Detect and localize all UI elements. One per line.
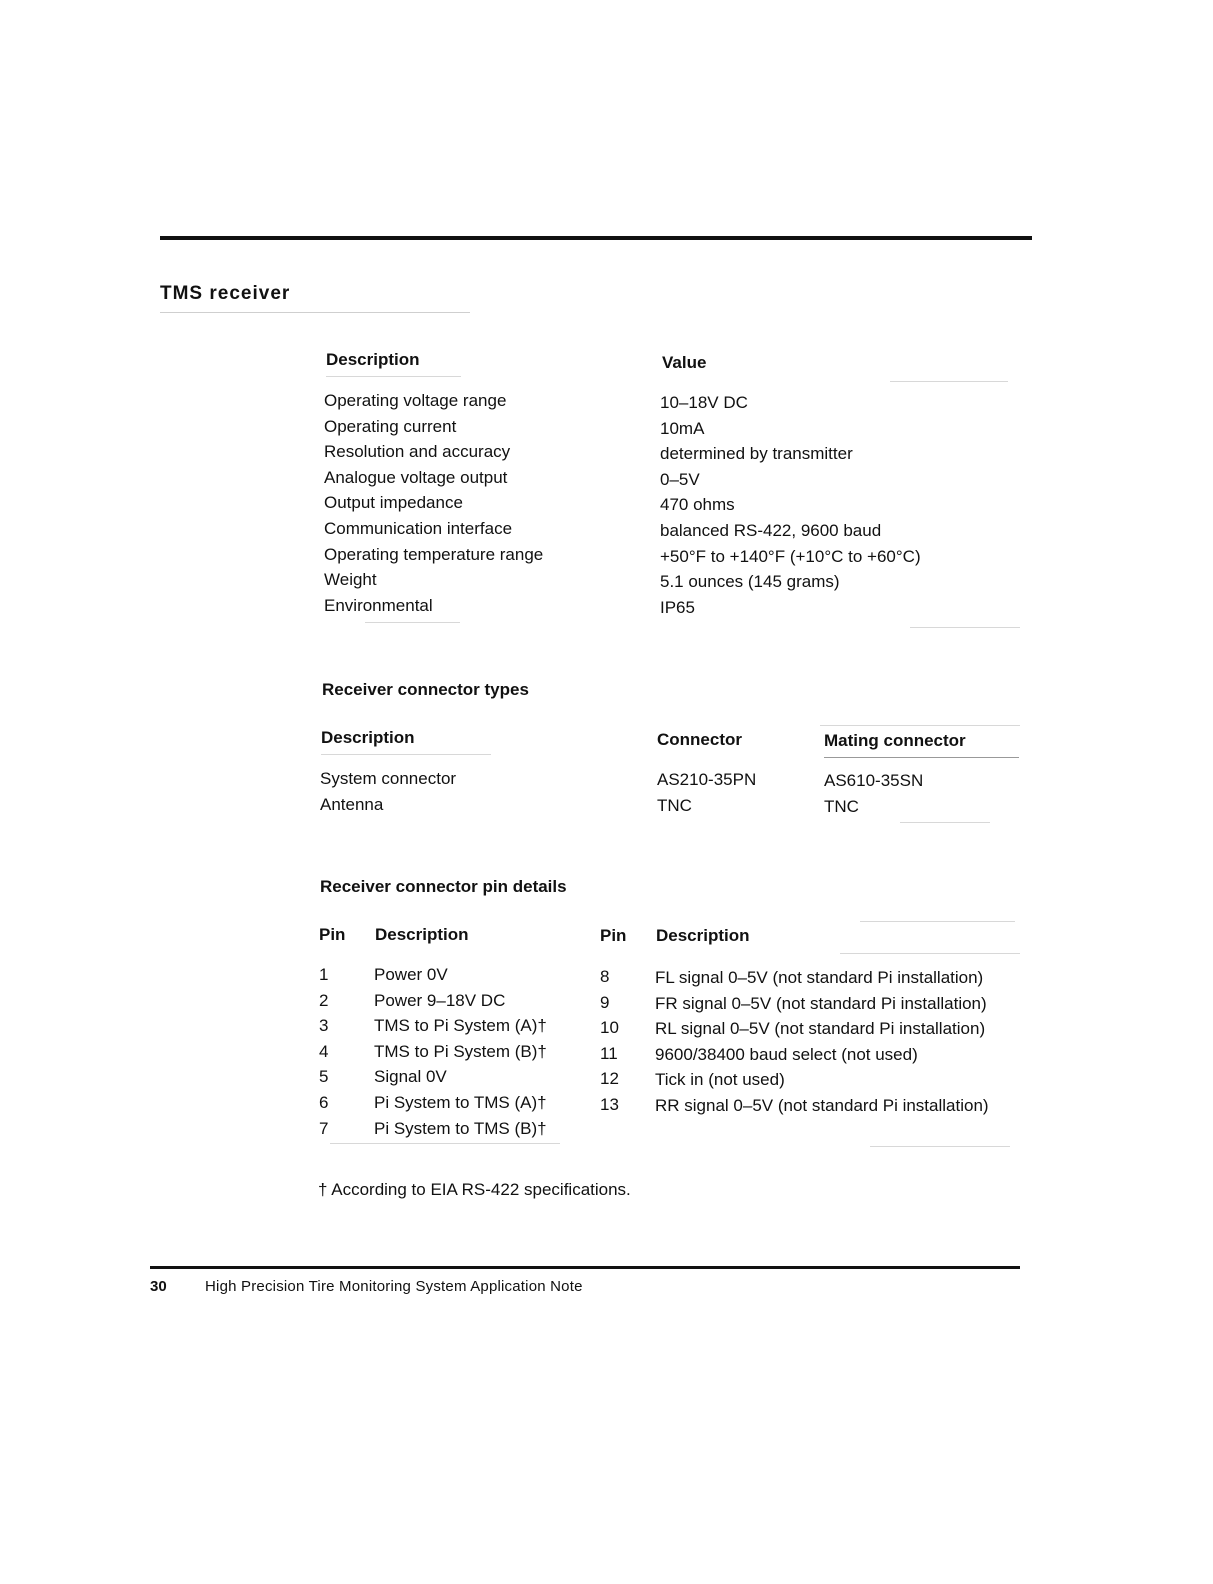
section-title: TMS receiver [160, 283, 291, 304]
pin-number: 5 [319, 1067, 329, 1087]
spec-description: Weight [324, 570, 377, 590]
pin-header-description-left: Description [375, 925, 469, 944]
spec-description: Output impedance [324, 493, 463, 513]
footer-title: High Precision Tire Monitoring System Application Note [205, 1278, 583, 1295]
pin-top-rule [860, 921, 1015, 922]
connector-header-mating: Mating connector [824, 731, 966, 750]
pin-footer-rule-left [330, 1143, 560, 1144]
connector-header-description: Description [321, 728, 415, 747]
pin-footer-rule-right [870, 1146, 1010, 1147]
spec-value: 10–18V DC [660, 393, 748, 412]
pin-number: 8 [600, 967, 610, 986]
pin-details-title: Receiver connector pin details [320, 877, 567, 896]
pin-left-number-column [319, 962, 328, 1141]
spec-description: Operating current [324, 416, 457, 436]
pin-number: 6 [319, 1092, 329, 1112]
pin-description: Power 0V [374, 965, 448, 984]
pin-description: FR signal 0–5V (not standard Pi installation) [655, 993, 987, 1013]
spec-description: Operating voltage range [324, 391, 507, 410]
bottom-divider [150, 1266, 1020, 1269]
spec-value: determined by transmitter [660, 444, 853, 464]
pin-number: 2 [319, 990, 329, 1010]
pin-left-description-column [374, 962, 547, 1141]
pin-description: Tick in (not used) [655, 1070, 785, 1090]
pin-description: Pi System to TMS (B)† [374, 1118, 547, 1138]
pin-description: TMS to Pi System (B)† [374, 1041, 547, 1061]
pin-description: RR signal 0–5V (not standard Pi installation) [655, 1095, 989, 1115]
footnote: † According to EIA RS-422 specifications. [318, 1180, 631, 1199]
pin-description: Signal 0V [374, 1067, 447, 1087]
spec-value: balanced RS-422, 9600 baud [660, 520, 882, 540]
connector-types-title: Receiver connector types [322, 680, 529, 699]
spec-description: Resolution and accuracy [324, 442, 511, 462]
pin-right-number-column [600, 964, 619, 1118]
pin-header-pin-left: Pin [319, 925, 346, 944]
mating-connector-part: TNC [824, 796, 859, 816]
connector-part: TNC [657, 795, 692, 815]
pin-description: 9600/38400 baud select (not used) [655, 1044, 918, 1064]
spec-value: 10mA [660, 418, 705, 438]
spec-value: IP65 [660, 597, 695, 617]
spec-value: 470 ohms [660, 495, 735, 515]
spec-description: Analogue voltage output [324, 467, 508, 487]
spec-description: Environmental [324, 595, 433, 615]
connector-description: System connector [320, 769, 457, 788]
pin-number: 12 [600, 1069, 619, 1089]
pin-number: 10 [600, 1018, 619, 1038]
pin-right-description-column [655, 965, 989, 1119]
pin-header-pin-right: Pin [600, 926, 627, 945]
pin-number: 7 [319, 1118, 329, 1138]
specs-header-value: Value [662, 353, 707, 372]
spec-value: +50°F to +140°F (+10°C to +60°C) [660, 546, 921, 566]
pin-number: 11 [600, 1043, 618, 1063]
pin-description: Power 9–18V DC [374, 990, 506, 1010]
spec-value: 0–5V [660, 469, 700, 489]
pin-description: TMS to Pi System (A)† [374, 1016, 547, 1036]
pin-number: 9 [600, 992, 610, 1012]
spec-value: 5.1 ounces (145 grams) [660, 572, 840, 592]
pin-description: RL signal 0–5V (not standard Pi installation) [655, 1019, 986, 1039]
specs-header-description: Description [326, 350, 420, 369]
page-number: 30 [150, 1278, 167, 1295]
pin-number: 4 [319, 1041, 329, 1061]
pin-number: 13 [600, 1094, 619, 1114]
pin-header-description-right: Description [656, 926, 750, 945]
connector-part: AS210-35PN [657, 770, 757, 789]
pin-description: Pi System to TMS (A)† [374, 1092, 547, 1112]
pin-description: FL signal 0–5V (not standard Pi installation) [655, 968, 984, 987]
pin-number: 3 [319, 1016, 329, 1036]
spec-description: Communication interface [324, 518, 513, 538]
mating-connector-part: AS610-35SN [824, 771, 924, 790]
connector-description: Antenna [320, 794, 384, 814]
connector-header-connector: Connector [657, 730, 742, 749]
pin-header-rule-right [840, 953, 1020, 954]
pin-number: 1 [319, 965, 329, 984]
spec-description: Operating temperature range [324, 544, 544, 564]
